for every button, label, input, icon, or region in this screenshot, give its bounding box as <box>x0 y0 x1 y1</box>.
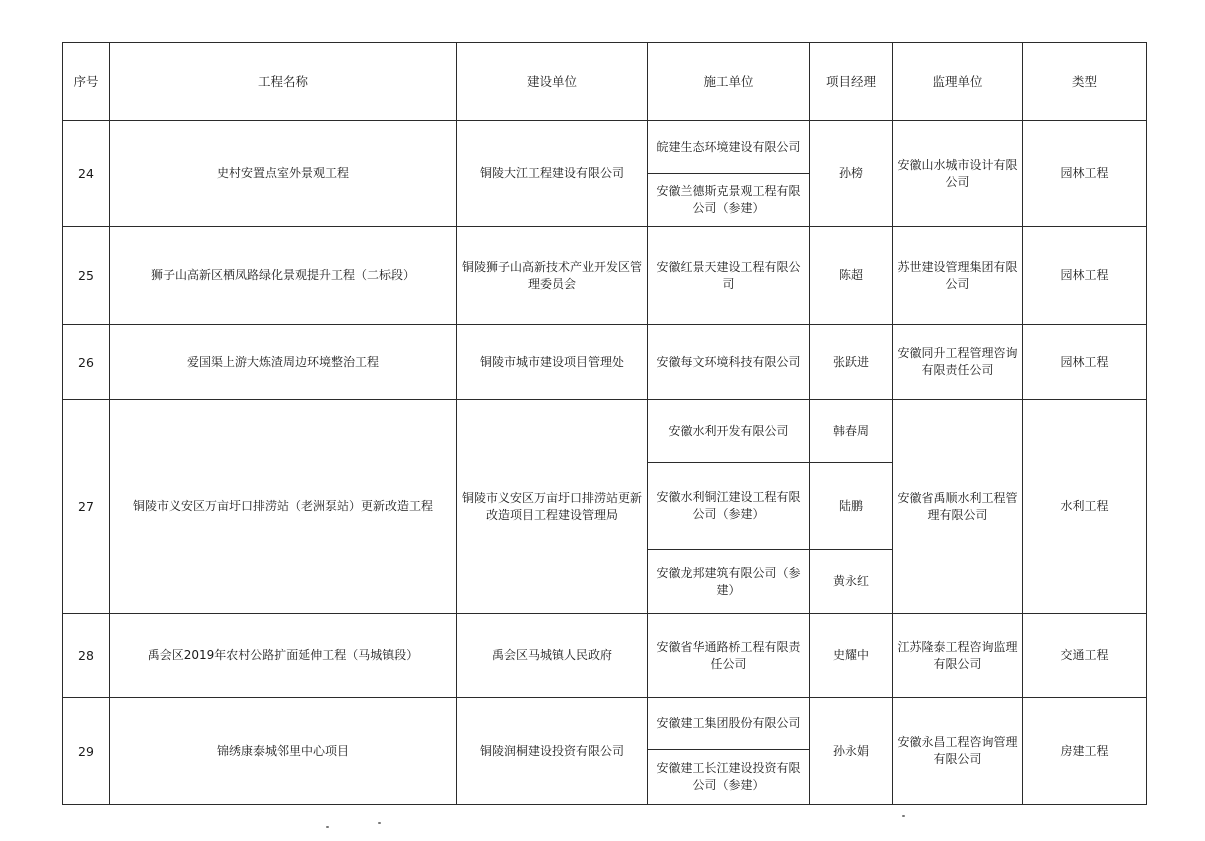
row-number: 29 <box>63 698 110 805</box>
row-number: 26 <box>63 325 110 400</box>
contractor-unit: 安徽兰德斯克景观工程有限公司（参建） <box>648 174 810 227</box>
supervisor-unit: 安徽省禹顺水利工程管理有限公司 <box>893 400 1023 614</box>
contractor-unit: 安徽龙邦建筑有限公司（参建） <box>648 550 810 614</box>
contractor-unit: 安徽省华通路桥工程有限责任公司 <box>648 614 810 698</box>
project-type: 交通工程 <box>1023 614 1147 698</box>
table-row <box>63 325 1147 400</box>
header-type: 类型 <box>1023 43 1147 121</box>
table-row <box>63 698 1147 750</box>
project-name: 史村安置点室外景观工程 <box>110 121 457 227</box>
contractor-unit: 皖建生态环境建设有限公司 <box>648 121 810 174</box>
supervisor-unit: 江苏隆泰工程咨询监理有限公司 <box>893 614 1023 698</box>
scan-speck <box>378 822 381 824</box>
row-number: 27 <box>63 400 110 614</box>
owner-unit: 禹会区马城镇人民政府 <box>457 614 648 698</box>
project-type: 园林工程 <box>1023 325 1147 400</box>
header-supervisor: 监理单位 <box>893 43 1023 121</box>
owner-unit: 铜陵市城市建设项目管理处 <box>457 325 648 400</box>
row-number: 24 <box>63 121 110 227</box>
owner-unit: 铜陵大江工程建设有限公司 <box>457 121 648 227</box>
project-table <box>62 42 1147 805</box>
header-contractor: 施工单位 <box>648 43 810 121</box>
project-manager: 史耀中 <box>810 614 893 698</box>
contractor-unit: 安徽每文环境科技有限公司 <box>648 325 810 400</box>
project-type: 园林工程 <box>1023 227 1147 325</box>
scan-speck <box>902 815 905 817</box>
supervisor-unit: 苏世建设管理集团有限公司 <box>893 227 1023 325</box>
owner-unit: 铜陵狮子山高新技术产业开发区管理委员会 <box>457 227 648 325</box>
header-owner: 建设单位 <box>457 43 648 121</box>
project-name: 爱国渠上游大炼渣周边环境整治工程 <box>110 325 457 400</box>
table-row <box>63 121 1147 174</box>
header-project-name: 工程名称 <box>110 43 457 121</box>
header-no: 序号 <box>63 43 110 121</box>
project-manager: 张跃进 <box>810 325 893 400</box>
supervisor-unit: 安徽山水城市设计有限公司 <box>893 121 1023 227</box>
project-type: 房建工程 <box>1023 698 1147 805</box>
row-number: 28 <box>63 614 110 698</box>
owner-unit: 铜陵市义安区万亩圩口排涝站更新改造项目工程建设管理局 <box>457 400 648 614</box>
supervisor-unit: 安徽同升工程管理咨询有限责任公司 <box>893 325 1023 400</box>
project-name: 锦绣康泰城邻里中心项目 <box>110 698 457 805</box>
project-type: 水利工程 <box>1023 400 1147 614</box>
project-name: 狮子山高新区栖凤路绿化景观提升工程（二标段） <box>110 227 457 325</box>
contractor-unit: 安徽水利铜江建设工程有限公司（参建） <box>648 463 810 550</box>
supervisor-unit: 安徽永昌工程咨询管理有限公司 <box>893 698 1023 805</box>
owner-unit: 铜陵润桐建设投资有限公司 <box>457 698 648 805</box>
contractor-unit: 安徽建工长江建设投资有限公司（参建） <box>648 750 810 805</box>
table-row <box>63 400 1147 463</box>
project-name: 禹会区2019年农村公路扩面延伸工程（马城镇段） <box>110 614 457 698</box>
contractor-unit: 安徽水利开发有限公司 <box>648 400 810 463</box>
table-row <box>63 614 1147 698</box>
table-row <box>63 227 1147 325</box>
project-name: 铜陵市义安区万亩圩口排涝站（老洲泵站）更新改造工程 <box>110 400 457 614</box>
table-header-row <box>63 43 1147 121</box>
header-manager: 项目经理 <box>810 43 893 121</box>
project-manager: 韩春周 <box>810 400 893 463</box>
contractor-unit: 安徽红景天建设工程有限公司 <box>648 227 810 325</box>
document-page <box>62 42 1146 805</box>
project-manager: 陈超 <box>810 227 893 325</box>
contractor-unit: 安徽建工集团股份有限公司 <box>648 698 810 750</box>
project-manager: 陆鹏 <box>810 463 893 550</box>
project-type: 园林工程 <box>1023 121 1147 227</box>
project-manager: 黄永红 <box>810 550 893 614</box>
scan-speck <box>326 826 329 828</box>
project-manager: 孙永娟 <box>810 698 893 805</box>
row-number: 25 <box>63 227 110 325</box>
project-manager: 孙榜 <box>810 121 893 227</box>
